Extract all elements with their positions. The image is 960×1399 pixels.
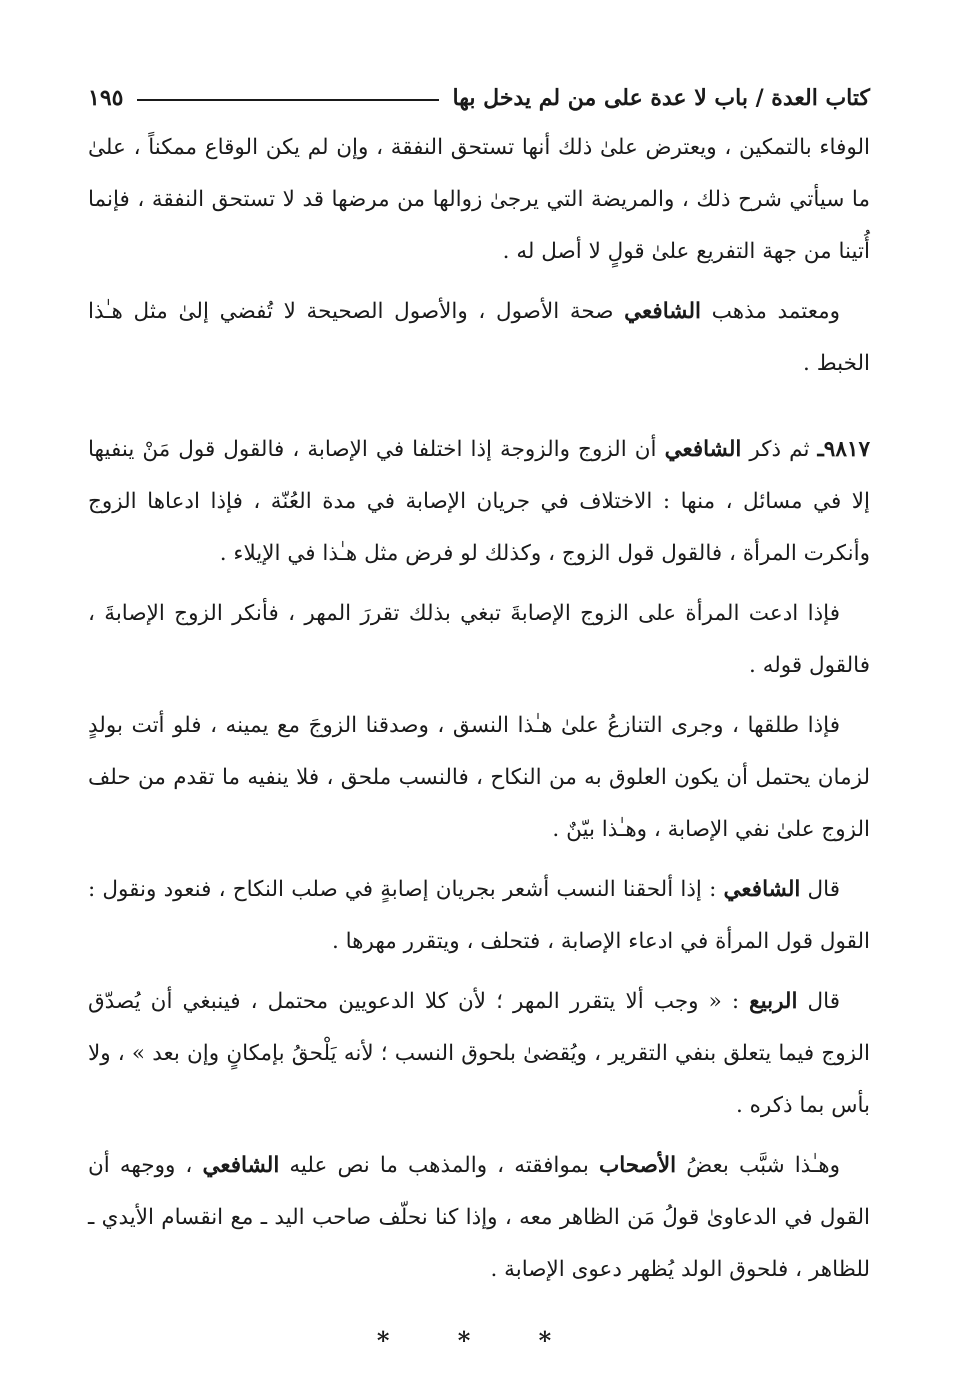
text-span: : إذا ألحقنا النسب أشعر بجريان إصابةٍ في صلب النكاح ، فنعود ونقول : القول قول المرأة في ادعاء الإصابة ، فتحلف ، ويتقرر مهرها . — [88, 877, 870, 954]
section-number: ٩٨١٧ـ — [817, 437, 870, 462]
chapter-title: كتاب العدة / باب لا عدة على من لم يدخل بها — [452, 85, 870, 111]
name-shafii: الشافعي — [723, 877, 801, 902]
text-span: أن الزوج والزوجة إذا اختلفا في الإصابة ، فالقول قول مَنْ ينفيها إلا في مسائل ، منها : الاختلاف في جريان الإصابة في مدة العُنّة ، فإذا ادعاها الزوج وأنكرت المرأة ، فالقول قول الزوج ، وكذلك لو فرض مثل هـٰذا في الإيلاء . — [88, 437, 870, 566]
paragraph-7 — [88, 976, 870, 1132]
header-rule — [137, 99, 438, 101]
name-shafii: الشافعي — [624, 299, 701, 324]
paragraph-2 — [88, 286, 870, 390]
paragraph-8 — [88, 1140, 870, 1296]
text-span: قال — [797, 989, 840, 1014]
page-number: ١٩٥ — [88, 85, 124, 111]
paragraph-1: الوفاء بالتمكين ، ويعترض علىٰ ذلك أنها تستحق النفقة ، وإن لم يكن الوقاع ممكناً ، علىٰ ما سيأتي شرح ذلك ، والمريضة التي يرجىٰ زوالها من مرضها قد لا تستحق النفقة ، فإنما أُتينا من جهة التفريع علىٰ قولٍ لا أصل له . — [88, 135, 870, 264]
text-span: ثم ذكر — [741, 437, 818, 462]
text-span: ومعتمد مذهب — [700, 299, 840, 324]
name-rabi: الربيع — [749, 989, 798, 1014]
text-span: بموافقته ، والمذهب ما نص عليه — [279, 1153, 599, 1178]
paragraph-4: فإذا ادعت المرأة على الزوج الإصابةَ تبغي بذلك تقررَ المهر ، فأنكر الزوج الإصابةَ ، فالقول قوله . — [88, 601, 870, 678]
paragraph-6 — [88, 864, 870, 968]
section-end-ornament: * * * — [376, 1326, 582, 1355]
paragraph-5: فإذا طلقها ، وجرى التنازعُ علىٰ هـٰذا النسق ، وصدقنا الزوجَ مع يمينه ، فلو أتت بولدٍ لزمان يحتمل أن يكون العلوق به من النكاح ، فالنسب ملحق ، فلا ينفيه ما تقدم من حلف الزوج علىٰ نفي الإصابة ، وهـٰذا بيّنٌ . — [88, 713, 870, 842]
text-span: ، ووجهه أن القول في الدعاوىٰ قولُ مَن الظاهر معه ، وإذا كنا نحلّف صاحب اليد ـ مع انقسام الأيدي ـ للظاهر ، فلحوق الولد يُظهر دعوى الإصابة . — [88, 1153, 870, 1282]
paragraph-3 — [88, 424, 870, 580]
running-header — [88, 78, 870, 118]
text-span: وهـٰذا شبَّب بعضُ — [676, 1153, 840, 1178]
text-span: صحة الأصول ، والأصول الصحيحة لا تُفضي إلىٰ مثل هـٰذا الخبط . — [88, 299, 870, 376]
book-page — [88, 78, 870, 1355]
name-shafii: الشافعي — [202, 1153, 280, 1178]
text-span: قال — [800, 877, 840, 902]
name-ashab: الأصحاب — [598, 1153, 677, 1178]
page-body — [88, 122, 870, 1355]
name-shafii: الشافعي — [664, 437, 742, 462]
text-span: : « وجب ألا يتقرر المهر ؛ لأن كلا الدعويين محتمل ، فينبغي أن يُصدّق الزوج فيما يتعلق بنفي التقرير ، ويُقضىٰ بلحوق النسب ؛ لأنه يَلْحقُ بإمكانٍ وإن بعد » ، ولا بأس بما ذكره . — [88, 989, 870, 1118]
